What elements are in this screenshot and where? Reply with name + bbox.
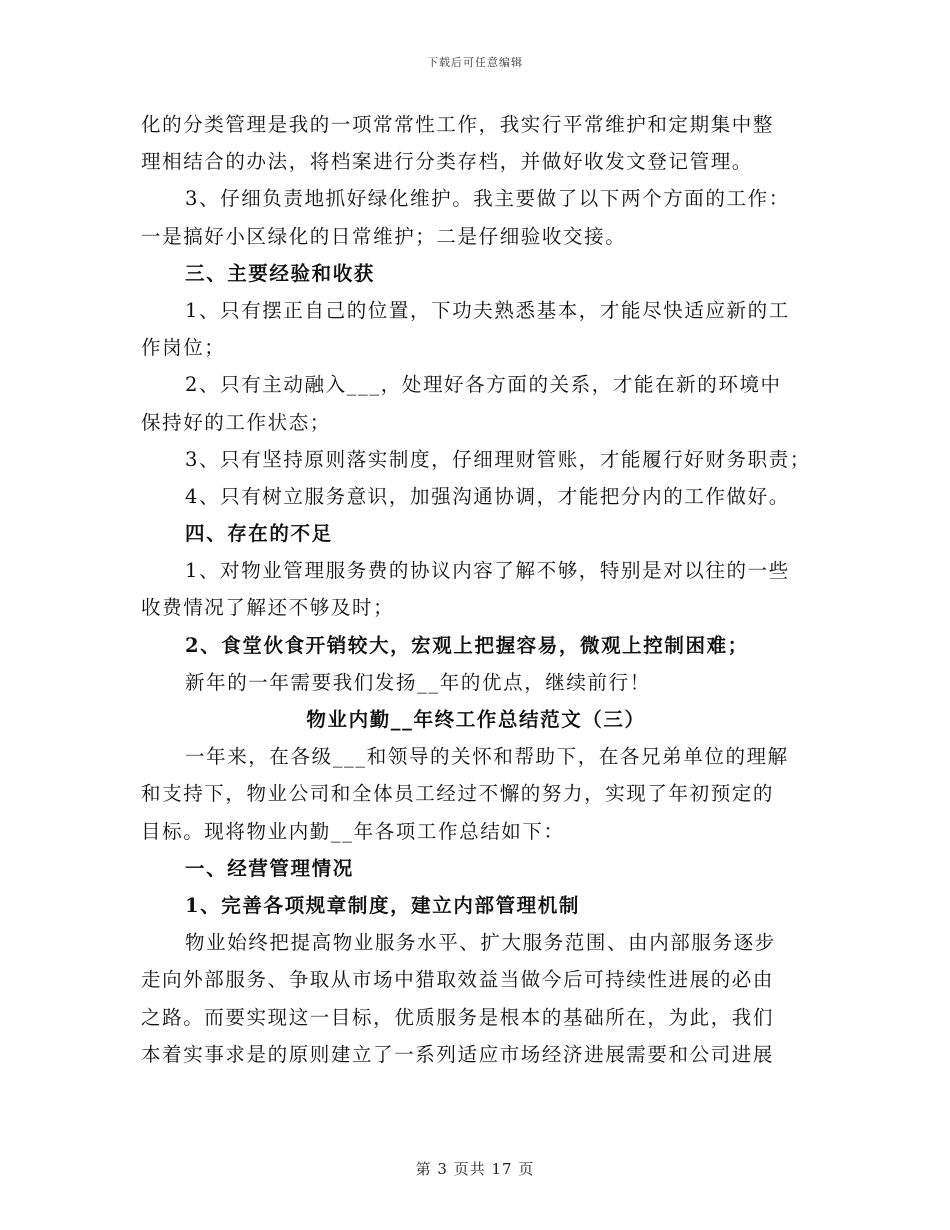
text-line: 作岗位； — [141, 336, 226, 360]
section-title: 物业内勤__年终工作总结范文（三） — [306, 708, 646, 731]
heading-line: 1、完善各项规章制度，建立内部管理机制 — [185, 893, 580, 917]
text-line: 化的分类管理是我的一项常常性工作，我实行平常维护和定期集中整 — [141, 113, 775, 136]
text-line: 之路。而要实现这一目标，优质服务是根本的基础所在，为此，我们 — [141, 1005, 775, 1029]
text-line: 收费情况了解还不够及时； — [141, 596, 395, 620]
page-number: 第 3 页共 17 页 — [415, 1160, 535, 1178]
text-line: 1、只有摆正自己的位置，下功夫熟悉基本，才能尽快适应新的工 — [185, 298, 790, 322]
text-line: 和支持下，物业公司和全体员工经过不懈的努力，实现了年初预定的 — [141, 782, 775, 806]
header-note: 下载后可任意编辑 — [427, 56, 523, 69]
text-line: 2、只有主动融入___，处理好各方面的关系，才能在新的环境中 — [185, 373, 782, 397]
heading-line: 四、存在的不足 — [185, 522, 333, 546]
text-line: 物业始终把提高物业服务水平、扩大服务范围、由内部服务逐步 — [185, 931, 776, 955]
text-line: 目标。现将物业内勤__年各项工作总结如下： — [141, 819, 565, 843]
text-line: 一年来，在各级___和领导的关怀和帮助下，在各兄弟单位的理解 — [185, 745, 789, 769]
heading-line: 三、主要经验和收获 — [185, 261, 375, 285]
text-line: 保持好的工作状态； — [141, 410, 331, 434]
text-line: 1、对物业管理服务费的协议内容了解不够，特别是对以往的一些 — [185, 559, 790, 583]
text-line: 3、只有坚持原则落实制度，仔细理财管账，才能履行好财务职责； — [185, 447, 811, 471]
heading-line: 2、食堂伙食开销较大，宏观上把握容易，微观上控制困难； — [185, 633, 749, 657]
text-line: 新年的一年需要我们发扬__年的优点，继续前行！ — [185, 670, 651, 694]
text-line: 本着实事求是的原则建立了一系列适应市场经济进展需要和公司进展 — [141, 1042, 775, 1066]
text-line: 理相结合的办法，将档案进行分类存档，并做好收发文登记管理。 — [141, 150, 753, 174]
document-body — [141, 106, 811, 1073]
text-line: 3、仔细负责地抓好绿化维护。我主要做了以下两个方面的工作： — [185, 187, 790, 211]
text-line: 一是搞好小区绿化的日常维护；二是仔细验收交接。 — [141, 224, 627, 248]
heading-line: 一、经营管理情况 — [185, 856, 354, 880]
text-line: 4、只有树立服务意识，加强沟通协调，才能把分内的工作做好。 — [185, 484, 790, 508]
text-line: 走向外部服务、争取从市场中猎取效益当做今后可持续性进展的必由 — [141, 968, 775, 992]
